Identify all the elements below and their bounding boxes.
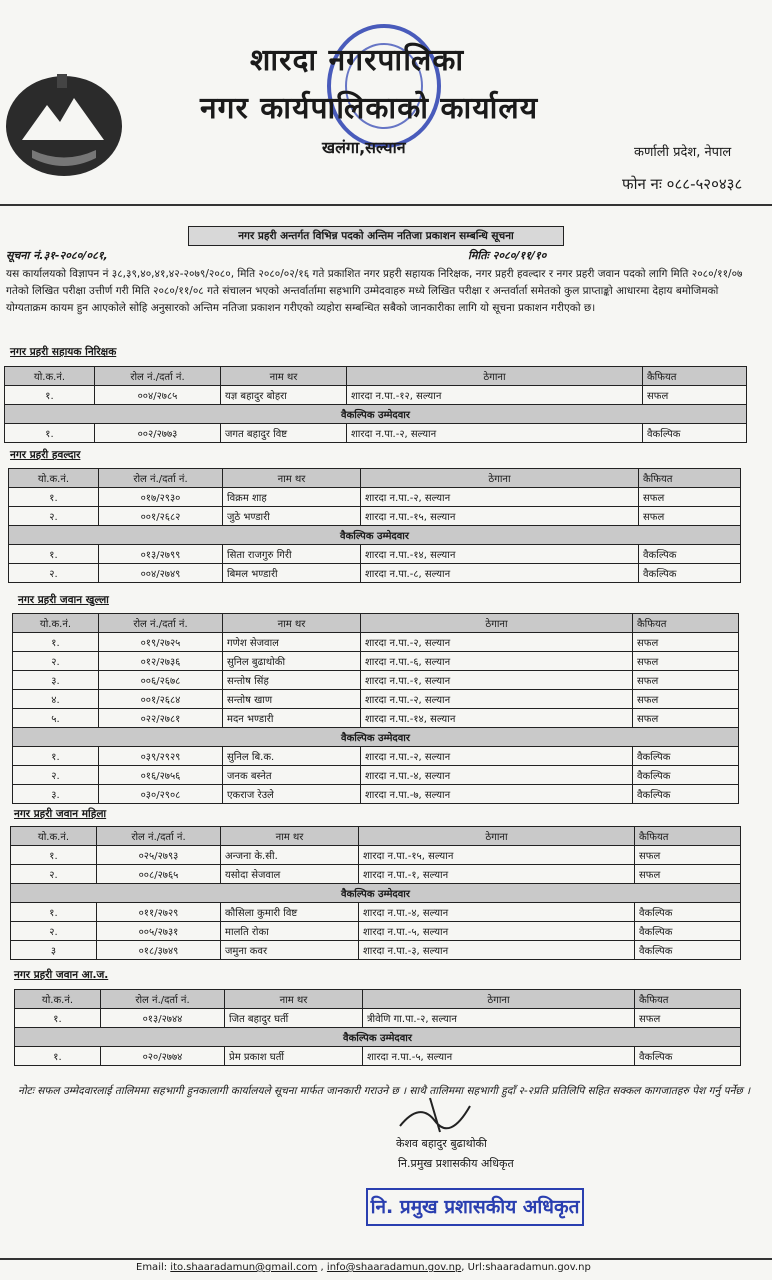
table-cell: २. [13, 766, 99, 785]
header-divider [0, 204, 772, 206]
table-cell: रोल नं./दर्ता नं. [101, 990, 225, 1009]
table-cell: ००६/२६७८ [99, 671, 223, 690]
table-cell: सिता राजगुरु गिरी [223, 545, 361, 564]
table-cell: ००२/२७७३ [95, 424, 221, 443]
table-cell: मालति रोका [221, 922, 359, 941]
table-cell: शारदा न.पा.-२, सल्यान [361, 633, 633, 652]
table-cell: सुनिल बुढाथोकी [223, 652, 361, 671]
table-row [11, 865, 741, 884]
table-cell: सफल [639, 507, 741, 526]
table-cell: १. [11, 903, 97, 922]
table-cell: त्रीवेणि गा.पा.-२, सल्यान [363, 1009, 635, 1028]
table-cell: ०१८/३७४९ [97, 941, 221, 960]
table-cell: शारदा न.पा.-१५, सल्यान [361, 507, 639, 526]
table-cell: कैफियत [639, 469, 741, 488]
table-cell: कैफियत [643, 367, 747, 386]
notice-date: मितिः २०८०/११/१० [468, 249, 547, 262]
table-cell: यो.क.नं. [11, 827, 97, 846]
table-cell: वैकल्पिक [635, 941, 741, 960]
table-row [11, 922, 741, 941]
table-cell: ००४/२७४९ [99, 564, 223, 583]
notice-body: यस कार्यालयको विज्ञापन नं ३८,३९,४०,४१,४२-२०७९/२०८०, मिति २०८०/०२/१६ गते प्रकाशित नगर प्रहरी सहायक निरिक्षक, नगर प्रहरी हवल्दार र नगर प्रहरी जवान पदको लागि मिति २०८०/११/०७ गतेको लिखित परीक्षा उत्तीर्ण गरी मिति २०८०/११/०८ गते संचालन भएको अन्तर्वार्तामा सहभागि उम्मेदवाहरु मध्ये लिखित परीक्षा र अन्तर्वार्ता समेतको कुल प्राप्ताङ्को आधारमा देहाय बमोजिमको योग्यताक्रम कायम हुन आएकोले सोहि अनुसारको अन्तिम नतिजा प्रकाशन गरीएको व्यहोरा सम्बन्धित सबैको जानकारीका लागि यो सूचना प्रकाशन गरीएको छ। [6, 268, 743, 314]
table-cell: नाम थर [221, 827, 359, 846]
table-cell: सुनिल बि.क. [223, 747, 361, 766]
phone-number: फोन नः ०८८-५२०४३८ [622, 175, 743, 193]
table-cell: ०३०/२९०८ [99, 785, 223, 804]
table-row [9, 545, 741, 564]
table-cell: ०२०/२७७४ [101, 1047, 225, 1066]
footer-divider [0, 1258, 772, 1260]
table-cell: शारदा न.पा.-१, सल्यान [361, 671, 633, 690]
alternate-candidates-row [11, 884, 741, 903]
table-cell: शारदा न.पा.-८, सल्यान [361, 564, 639, 583]
table-cell: वैकल्पिक [635, 1047, 741, 1066]
results-table [14, 989, 741, 1066]
table-cell: ०१२/२७३६ [99, 652, 223, 671]
table-cell: कैफियत [635, 827, 741, 846]
table-cell: शारदा न.पा.-४, सल्यान [361, 766, 633, 785]
table-cell: मदन भण्डारी [223, 709, 361, 728]
table-cell: २. [11, 922, 97, 941]
table-cell: जगत बहादुर विष्ट [221, 424, 347, 443]
table-cell: वैकल्पिक [643, 424, 747, 443]
table-cell: २. [9, 564, 99, 583]
table-cell: जमुना कवर [221, 941, 359, 960]
table-header-row [13, 614, 739, 633]
table-header-row [15, 990, 741, 1009]
table-cell: वैकल्पिक [633, 785, 739, 804]
table-cell: कौसिला कुमारी विष्ट [221, 903, 359, 922]
table-cell: विक्रम शाह [223, 488, 361, 507]
table-cell: यो.क.नं. [9, 469, 99, 488]
table-cell: ३ [11, 941, 97, 960]
table-cell: नाम थर [221, 367, 347, 386]
table-cell: ०३९/२९२९ [99, 747, 223, 766]
table-cell: यो.क.नं. [5, 367, 95, 386]
table-cell: ००४/२७८५ [95, 386, 221, 405]
table-header-row [5, 367, 747, 386]
table-row [13, 652, 739, 671]
table-cell: ०१६/२७५६ [99, 766, 223, 785]
table-cell: जुठे भण्डारी [223, 507, 361, 526]
table-header-row [9, 469, 741, 488]
alternate-label: वैकल्पिक उम्मेदवार [15, 1028, 741, 1047]
alternate-candidates-row [15, 1028, 741, 1047]
table-row [5, 386, 747, 405]
signatory-name: केशव बहादुर बुढाथोकी [396, 1137, 487, 1150]
table-cell: शारदा न.पा.-५, सल्यान [363, 1047, 635, 1066]
table-cell: यो.क.नं. [15, 990, 101, 1009]
table-cell: ०१९/२७२५ [99, 633, 223, 652]
table-cell: १. [13, 747, 99, 766]
section-title: नगर प्रहरी जवान महिला [14, 808, 107, 820]
table-cell: वैकल्पिक [639, 545, 741, 564]
table-cell: ०१३/२७९९ [99, 545, 223, 564]
table-cell: जित बहादुर घर्ती [225, 1009, 363, 1028]
table-cell: सन्तोष खाण [223, 690, 361, 709]
table-cell: ०१३/२७४४ [101, 1009, 225, 1028]
table-cell: ठेगाना [361, 469, 639, 488]
table-cell: रोल नं./दर्ता नं. [99, 614, 223, 633]
notice-subject: नगर प्रहरी अन्तर्गत विभिन्न पदको अन्तिम नतिजा प्रकाशन सम्बन्धि सूचना [188, 226, 564, 246]
table-cell: ००१/२६८२ [99, 507, 223, 526]
table-row [11, 903, 741, 922]
table-cell: शारदा न.पा.-१४, सल्यान [361, 545, 639, 564]
results-table [8, 468, 741, 583]
nepal-emblem-logo [2, 70, 126, 180]
table-row [11, 941, 741, 960]
table-cell: शारदा न.पा.-१४, सल्यान [361, 709, 633, 728]
signatory-title: नि.प्रमुख प्रशासकीय अधिकृत [398, 1157, 514, 1170]
alternate-label: वैकल्पिक उम्मेदवार [5, 405, 747, 424]
contact-footer: Email: ito.shaaradamun@gmail.com , info@shaaradamun.gov.np, Url:shaaradamun.gov.np [136, 1262, 591, 1273]
table-cell: ५. [13, 709, 99, 728]
section-title: नगर प्रहरी हवल्दार [10, 449, 81, 461]
table-cell: शारदा न.पा.-१, सल्यान [359, 865, 635, 884]
table-cell: सफल [635, 865, 741, 884]
table-cell: ००१/२६८४ [99, 690, 223, 709]
table-cell: सफल [633, 671, 739, 690]
table-cell: ठेगाना [347, 367, 643, 386]
section-title: नगर प्रहरी सहायक निरिक्षक [10, 346, 117, 358]
table-cell: एकराज रेउले [223, 785, 361, 804]
table-cell: वैकल्पिक [635, 922, 741, 941]
table-cell: ठेगाना [363, 990, 635, 1009]
table-cell: शारदा न.पा.-३, सल्यान [359, 941, 635, 960]
table-header-row [11, 827, 741, 846]
municipality-name: शारदा नगरपालिका [250, 43, 465, 78]
table-cell: यो.क.नं. [13, 614, 99, 633]
alternate-candidates-row [5, 405, 747, 424]
table-cell: शारदा न.पा.-१५, सल्यान [359, 846, 635, 865]
table-cell: १. [15, 1009, 101, 1028]
table-cell: बिमल भण्डारी [223, 564, 361, 583]
table-cell: १. [13, 633, 99, 652]
table-row [15, 1009, 741, 1028]
table-cell: सफल [643, 386, 747, 405]
table-cell: सफल [633, 709, 739, 728]
table-cell: रोल नं./दर्ता नं. [97, 827, 221, 846]
table-row [13, 633, 739, 652]
table-cell: वैकल्पिक [639, 564, 741, 583]
table-cell: शारदा न.पा.-५, सल्यान [359, 922, 635, 941]
table-cell: ४. [13, 690, 99, 709]
table-cell: नाम थर [223, 614, 361, 633]
table-cell: १. [11, 846, 97, 865]
table-row [9, 488, 741, 507]
alternate-candidates-row [13, 728, 739, 747]
table-cell: सफल [635, 846, 741, 865]
table-cell: सफल [639, 488, 741, 507]
table-row [11, 846, 741, 865]
alternate-label: वैकल्पिक उम्मेदवार [11, 884, 741, 903]
table-cell: १. [5, 424, 95, 443]
table-row [13, 671, 739, 690]
table-cell: नाम थर [223, 469, 361, 488]
table-cell: प्रेम प्रकाश घर्ती [225, 1047, 363, 1066]
results-table [12, 613, 739, 804]
table-row [5, 424, 747, 443]
table-cell: शारदा न.पा.-१२, सल्यान [347, 386, 643, 405]
table-row [15, 1047, 741, 1066]
email-link-1[interactable]: ito.shaaradamun@gmail.com [170, 1262, 318, 1273]
table-cell: ०२२/२७८१ [99, 709, 223, 728]
table-cell: ०२५/२७९३ [97, 846, 221, 865]
table-cell: सफल [633, 633, 739, 652]
table-cell: नाम थर [225, 990, 363, 1009]
table-cell: ठेगाना [359, 827, 635, 846]
table-cell: जनक बस्नेत [223, 766, 361, 785]
table-cell: १. [9, 488, 99, 507]
table-cell: ०१७/२९३० [99, 488, 223, 507]
table-cell: सफल [633, 690, 739, 709]
email-link-2[interactable]: info@shaaradamun.gov.np [326, 1262, 462, 1273]
table-cell: १. [9, 545, 99, 564]
table-cell: शारदा न.पा.-२, सल्यान [347, 424, 643, 443]
table-cell: कैफियत [633, 614, 739, 633]
table-cell: वैकल्पिक [635, 903, 741, 922]
handwritten-signature [390, 1096, 482, 1136]
table-row [9, 564, 741, 583]
table-cell: २. [11, 865, 97, 884]
alternate-label: वैकल्पिक उम्मेदवार [13, 728, 739, 747]
results-table [10, 826, 741, 960]
table-row [13, 785, 739, 804]
table-cell: सन्तोष सिंह [223, 671, 361, 690]
table-cell: गणेश सेजवाल [223, 633, 361, 652]
table-cell: ००८/२७६५ [97, 865, 221, 884]
table-cell: कैफियत [635, 990, 741, 1009]
table-row [13, 747, 739, 766]
table-cell: शारदा न.पा.-२, सल्यान [361, 747, 633, 766]
table-cell: ३. [13, 671, 99, 690]
table-cell: शारदा न.पा.-७, सल्यान [361, 785, 633, 804]
table-cell: २. [13, 652, 99, 671]
office-name: नगर कार्यपालिकाको कार्यालय [200, 91, 539, 126]
table-cell: वैकल्पिक [633, 766, 739, 785]
section-title: नगर प्रहरी जवान खुल्ला [18, 594, 109, 606]
table-cell: १. [5, 386, 95, 405]
designation-stamp: नि. प्रमुख प्रशासकीय अधिकृत [366, 1188, 584, 1226]
table-cell: अन्जना के.सी. [221, 846, 359, 865]
table-cell: शारदा न.पा.-६, सल्यान [361, 652, 633, 671]
table-cell: यज्ञ बहादुर बोहरा [221, 386, 347, 405]
notice-number: सूचना नं.३१-२०८०/०८१, [6, 249, 108, 262]
table-cell: ठेगाना [361, 614, 633, 633]
table-cell: ०११/२७२९ [97, 903, 221, 922]
results-table [4, 366, 747, 443]
table-cell: रोल नं./दर्ता नं. [99, 469, 223, 488]
table-cell: सफल [635, 1009, 741, 1028]
table-cell: ३. [13, 785, 99, 804]
table-cell: रोल नं./दर्ता नं. [95, 367, 221, 386]
table-cell: १. [15, 1047, 101, 1066]
table-cell: शारदा न.पा.-२, सल्यान [361, 690, 633, 709]
table-row [13, 690, 739, 709]
table-cell: यसोदा सेजवाल [221, 865, 359, 884]
footer-note: नोटः सफल उम्मेदवारलाई तालिममा सहभागी हुनकालागी कार्यालयले सूचना मार्फत जानकारी गराउने छ । साथै तालिममा सहभागी हुदाँ २-२प्रति प्रतिलिपि सहित सक्कल कागजातहरु पेश गर्नु पर्नेछ । [18, 1085, 751, 1097]
table-row [13, 766, 739, 785]
table-row [9, 507, 741, 526]
table-row [13, 709, 739, 728]
table-cell: २. [9, 507, 99, 526]
section-title: नगर प्रहरी जवान आ.ज. [14, 969, 109, 981]
table-cell: वैकल्पिक [633, 747, 739, 766]
table-cell: सफल [633, 652, 739, 671]
alternate-candidates-row [9, 526, 741, 545]
alternate-label: वैकल्पिक उम्मेदवार [9, 526, 741, 545]
table-cell: शारदा न.पा.-४, सल्यान [359, 903, 635, 922]
table-cell: शारदा न.पा.-२, सल्यान [361, 488, 639, 507]
table-cell: ००५/२७३१ [97, 922, 221, 941]
office-location: खलंगा,सल्यान [322, 138, 406, 157]
province: कर्णाली प्रदेश, नेपाल [634, 145, 732, 160]
